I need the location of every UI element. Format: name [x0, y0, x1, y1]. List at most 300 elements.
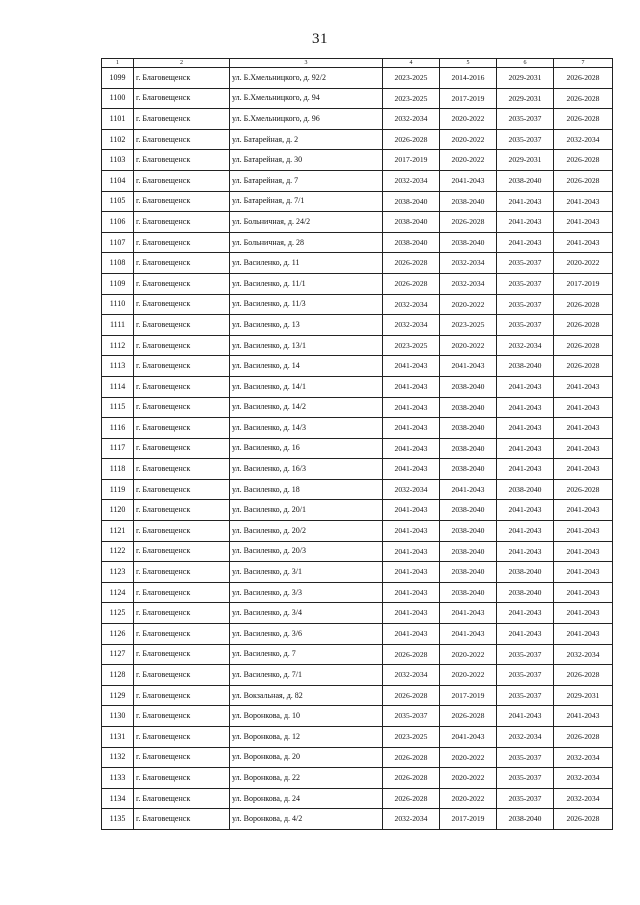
period-cell: 2035-2037 [497, 685, 554, 706]
period-cell: 2041-2043 [554, 212, 613, 233]
table-row [102, 335, 613, 356]
period-cell: 2020-2022 [440, 768, 497, 789]
period-cell: 2026-2028 [383, 788, 440, 809]
period-cell: 2041-2043 [383, 521, 440, 542]
city-cell: г. Благовещенск [134, 479, 230, 500]
row-number: 1106 [102, 212, 134, 233]
period-cell: 2038-2040 [497, 170, 554, 191]
period-cell: 2041-2043 [383, 356, 440, 377]
period-cell: 2023-2025 [440, 315, 497, 336]
address-cell: ул. Василенко, д. 16 [230, 438, 383, 459]
address-cell: ул. Василенко, д. 18 [230, 479, 383, 500]
period-cell: 2017-2019 [383, 150, 440, 171]
address-cell: ул. Батарейная, д. 7 [230, 170, 383, 191]
period-cell: 2020-2022 [440, 294, 497, 315]
column-header: 3 [230, 59, 383, 68]
period-cell: 2026-2028 [554, 665, 613, 686]
period-cell: 2035-2037 [497, 294, 554, 315]
period-cell: 2032-2034 [383, 170, 440, 191]
period-cell: 2041-2043 [497, 376, 554, 397]
city-cell: г. Благовещенск [134, 706, 230, 727]
period-cell: 2041-2043 [554, 582, 613, 603]
city-cell: г. Благовещенск [134, 191, 230, 212]
city-cell: г. Благовещенск [134, 356, 230, 377]
table-row [102, 788, 613, 809]
period-cell: 2026-2028 [554, 68, 613, 89]
period-cell: 2038-2040 [440, 376, 497, 397]
period-cell: 2038-2040 [383, 212, 440, 233]
period-cell: 2038-2040 [497, 356, 554, 377]
period-cell: 2032-2034 [383, 109, 440, 130]
period-cell: 2032-2034 [383, 479, 440, 500]
period-cell: 2041-2043 [440, 356, 497, 377]
period-cell: 2041-2043 [497, 603, 554, 624]
period-cell: 2041-2043 [383, 376, 440, 397]
row-number: 1135 [102, 809, 134, 830]
city-cell: г. Благовещенск [134, 232, 230, 253]
row-number: 1122 [102, 541, 134, 562]
period-cell: 2035-2037 [497, 768, 554, 789]
address-cell: ул. Василенко, д. 14/3 [230, 418, 383, 439]
period-cell: 2041-2043 [497, 500, 554, 521]
period-cell: 2041-2043 [383, 562, 440, 583]
period-cell: 2041-2043 [440, 727, 497, 748]
period-cell: 2041-2043 [383, 459, 440, 480]
period-cell: 2041-2043 [497, 212, 554, 233]
period-cell: 2035-2037 [497, 129, 554, 150]
row-number: 1104 [102, 170, 134, 191]
period-cell: 2038-2040 [440, 459, 497, 480]
table-row [102, 376, 613, 397]
period-cell: 2035-2037 [497, 665, 554, 686]
period-cell: 2032-2034 [383, 665, 440, 686]
address-cell: ул. Василенко, д. 16/3 [230, 459, 383, 480]
city-cell: г. Благовещенск [134, 788, 230, 809]
table-row [102, 479, 613, 500]
period-cell: 2041-2043 [497, 232, 554, 253]
column-header: 1 [102, 59, 134, 68]
row-number: 1109 [102, 273, 134, 294]
city-cell: г. Благовещенск [134, 212, 230, 233]
table-row [102, 582, 613, 603]
city-cell: г. Благовещенск [134, 459, 230, 480]
period-cell: 2026-2028 [554, 356, 613, 377]
period-cell: 2038-2040 [440, 562, 497, 583]
period-cell: 2038-2040 [440, 500, 497, 521]
table-row [102, 294, 613, 315]
period-cell: 2035-2037 [497, 747, 554, 768]
city-cell: г. Благовещенск [134, 644, 230, 665]
period-cell: 2029-2031 [497, 88, 554, 109]
period-cell: 2041-2043 [554, 376, 613, 397]
table-row [102, 212, 613, 233]
address-cell: ул. Василенко, д. 20/2 [230, 521, 383, 542]
address-cell: ул. Василенко, д. 3/6 [230, 624, 383, 645]
period-cell: 2041-2043 [497, 459, 554, 480]
period-cell: 2032-2034 [440, 273, 497, 294]
period-cell: 2038-2040 [440, 582, 497, 603]
period-cell: 2041-2043 [554, 706, 613, 727]
period-cell: 2026-2028 [554, 170, 613, 191]
period-cell: 2020-2022 [440, 335, 497, 356]
address-cell: ул. Василенко, д. 7 [230, 644, 383, 665]
period-cell: 2032-2034 [554, 129, 613, 150]
address-cell: ул. Василенко, д. 7/1 [230, 665, 383, 686]
period-cell: 2041-2043 [554, 438, 613, 459]
column-header: 7 [554, 59, 613, 68]
row-number: 1111 [102, 315, 134, 336]
period-cell: 2020-2022 [440, 129, 497, 150]
city-cell: г. Благовещенск [134, 562, 230, 583]
table-row [102, 253, 613, 274]
city-cell: г. Благовещенск [134, 170, 230, 191]
city-cell: г. Благовещенск [134, 500, 230, 521]
city-cell: г. Благовещенск [134, 809, 230, 830]
period-cell: 2041-2043 [497, 706, 554, 727]
table-row [102, 747, 613, 768]
row-number: 1116 [102, 418, 134, 439]
period-cell: 2026-2028 [440, 212, 497, 233]
table-row [102, 521, 613, 542]
period-cell: 2026-2028 [383, 253, 440, 274]
period-cell: 2026-2028 [554, 315, 613, 336]
address-cell: ул. Василенко, д. 11/3 [230, 294, 383, 315]
table-row [102, 706, 613, 727]
period-cell: 2035-2037 [497, 109, 554, 130]
period-cell: 2023-2025 [383, 727, 440, 748]
row-number: 1133 [102, 768, 134, 789]
row-number: 1124 [102, 582, 134, 603]
address-cell: ул. Больничная, д. 24/2 [230, 212, 383, 233]
period-cell: 2026-2028 [440, 706, 497, 727]
table-row [102, 459, 613, 480]
period-cell: 2032-2034 [554, 768, 613, 789]
period-cell: 2017-2019 [440, 809, 497, 830]
period-cell: 2041-2043 [554, 521, 613, 542]
address-cell: ул. Василенко, д. 13/1 [230, 335, 383, 356]
period-cell: 2038-2040 [440, 521, 497, 542]
address-cell: ул. Василенко, д. 20/1 [230, 500, 383, 521]
period-cell: 2026-2028 [554, 727, 613, 748]
city-cell: г. Благовещенск [134, 768, 230, 789]
address-cell: ул. Б.Хмельницкого, д. 94 [230, 88, 383, 109]
row-number: 1110 [102, 294, 134, 315]
table-row [102, 603, 613, 624]
period-cell: 2035-2037 [497, 788, 554, 809]
city-cell: г. Благовещенск [134, 747, 230, 768]
row-number: 1107 [102, 232, 134, 253]
period-cell: 2020-2022 [440, 150, 497, 171]
row-number: 1130 [102, 706, 134, 727]
address-cell: ул. Батарейная, д. 2 [230, 129, 383, 150]
row-number: 1119 [102, 479, 134, 500]
period-cell: 2026-2028 [554, 150, 613, 171]
period-cell: 2032-2034 [554, 788, 613, 809]
period-cell: 2026-2028 [554, 335, 613, 356]
address-cell: ул. Воронкова, д. 22 [230, 768, 383, 789]
period-cell: 2026-2028 [554, 479, 613, 500]
table-row [102, 356, 613, 377]
period-cell: 2026-2028 [383, 644, 440, 665]
period-cell: 2038-2040 [440, 541, 497, 562]
row-number: 1100 [102, 88, 134, 109]
city-cell: г. Благовещенск [134, 273, 230, 294]
city-cell: г. Благовещенск [134, 253, 230, 274]
period-cell: 2026-2028 [383, 273, 440, 294]
city-cell: г. Благовещенск [134, 335, 230, 356]
period-cell: 2026-2028 [554, 809, 613, 830]
table-row [102, 273, 613, 294]
period-cell: 2038-2040 [497, 582, 554, 603]
row-number: 1113 [102, 356, 134, 377]
period-cell: 2035-2037 [497, 644, 554, 665]
city-cell: г. Благовещенск [134, 88, 230, 109]
period-cell: 2041-2043 [383, 603, 440, 624]
period-cell: 2017-2019 [440, 88, 497, 109]
address-cell: ул. Василенко, д. 3/1 [230, 562, 383, 583]
period-cell: 2041-2043 [383, 438, 440, 459]
address-cell: ул. Василенко, д. 11 [230, 253, 383, 274]
city-cell: г. Благовещенск [134, 109, 230, 130]
table-row [102, 129, 613, 150]
period-cell: 2041-2043 [497, 397, 554, 418]
column-header: 6 [497, 59, 554, 68]
row-number: 1114 [102, 376, 134, 397]
period-cell: 2032-2034 [554, 747, 613, 768]
city-cell: г. Благовещенск [134, 418, 230, 439]
address-cell: ул. Больничная, д. 28 [230, 232, 383, 253]
period-cell: 2041-2043 [383, 582, 440, 603]
city-cell: г. Благовещенск [134, 521, 230, 542]
address-cell: ул. Б.Хмельницкого, д. 92/2 [230, 68, 383, 89]
table-row [102, 624, 613, 645]
row-number: 1123 [102, 562, 134, 583]
repair-schedule-table [101, 58, 613, 830]
period-cell: 2038-2040 [440, 191, 497, 212]
address-cell: ул. Батарейная, д. 7/1 [230, 191, 383, 212]
period-cell: 2041-2043 [440, 624, 497, 645]
table-row [102, 68, 613, 89]
period-cell: 2041-2043 [554, 397, 613, 418]
row-number: 1126 [102, 624, 134, 645]
period-cell: 2035-2037 [497, 315, 554, 336]
city-cell: г. Благовещенск [134, 294, 230, 315]
period-cell: 2041-2043 [497, 438, 554, 459]
city-cell: г. Благовещенск [134, 624, 230, 645]
address-cell: ул. Воронкова, д. 24 [230, 788, 383, 809]
period-cell: 2020-2022 [440, 644, 497, 665]
period-cell: 2032-2034 [497, 335, 554, 356]
table-row [102, 438, 613, 459]
period-cell: 2035-2037 [383, 706, 440, 727]
column-header: 4 [383, 59, 440, 68]
table-row [102, 191, 613, 212]
row-number: 1120 [102, 500, 134, 521]
table-row [102, 685, 613, 706]
row-number: 1108 [102, 253, 134, 274]
city-cell: г. Благовещенск [134, 129, 230, 150]
period-cell: 2020-2022 [554, 253, 613, 274]
period-cell: 2041-2043 [497, 418, 554, 439]
period-cell: 2041-2043 [554, 232, 613, 253]
period-cell: 2020-2022 [440, 665, 497, 686]
city-cell: г. Благовещенск [134, 68, 230, 89]
address-cell: ул. Батарейная, д. 30 [230, 150, 383, 171]
table-row [102, 665, 613, 686]
table-row [102, 170, 613, 191]
city-cell: г. Благовещенск [134, 376, 230, 397]
period-cell: 2038-2040 [440, 232, 497, 253]
period-cell: 2026-2028 [383, 685, 440, 706]
period-cell: 2041-2043 [383, 500, 440, 521]
period-cell: 2026-2028 [554, 88, 613, 109]
period-cell: 2032-2034 [497, 727, 554, 748]
period-cell: 2032-2034 [383, 809, 440, 830]
period-cell: 2038-2040 [383, 232, 440, 253]
table-body [102, 59, 613, 830]
period-cell: 2038-2040 [383, 191, 440, 212]
row-number: 1105 [102, 191, 134, 212]
period-cell: 2038-2040 [440, 418, 497, 439]
row-number: 1101 [102, 109, 134, 130]
period-cell: 2041-2043 [440, 170, 497, 191]
column-header: 2 [134, 59, 230, 68]
table-row [102, 88, 613, 109]
table-row [102, 150, 613, 171]
row-number: 1125 [102, 603, 134, 624]
period-cell: 2023-2025 [383, 335, 440, 356]
table-row [102, 727, 613, 748]
city-cell: г. Благовещенск [134, 603, 230, 624]
address-cell: ул. Василенко, д. 14/1 [230, 376, 383, 397]
period-cell: 2026-2028 [383, 129, 440, 150]
address-cell: ул. Василенко, д. 3/3 [230, 582, 383, 603]
address-cell: ул. Василенко, д. 14/2 [230, 397, 383, 418]
period-cell: 2017-2019 [554, 273, 613, 294]
address-cell: ул. Воронкова, д. 20 [230, 747, 383, 768]
period-cell: 2041-2043 [554, 459, 613, 480]
row-number: 1102 [102, 129, 134, 150]
table-row [102, 768, 613, 789]
period-cell: 2035-2037 [497, 253, 554, 274]
period-cell: 2020-2022 [440, 788, 497, 809]
period-cell: 2017-2019 [440, 685, 497, 706]
period-cell: 2041-2043 [497, 541, 554, 562]
period-cell: 2041-2043 [440, 479, 497, 500]
city-cell: г. Благовещенск [134, 582, 230, 603]
period-cell: 2041-2043 [497, 521, 554, 542]
city-cell: г. Благовещенск [134, 665, 230, 686]
period-cell: 2038-2040 [497, 479, 554, 500]
city-cell: г. Благовещенск [134, 727, 230, 748]
period-cell: 2041-2043 [554, 562, 613, 583]
period-cell: 2041-2043 [554, 603, 613, 624]
period-cell: 2029-2031 [554, 685, 613, 706]
row-number: 1131 [102, 727, 134, 748]
period-cell: 2041-2043 [497, 624, 554, 645]
page-number: 31 [312, 31, 328, 47]
row-number: 1118 [102, 459, 134, 480]
address-cell: ул. Василенко, д. 20/3 [230, 541, 383, 562]
row-number: 1129 [102, 685, 134, 706]
period-cell: 2014-2016 [440, 68, 497, 89]
address-cell: ул. Воронкова, д. 10 [230, 706, 383, 727]
row-number: 1115 [102, 397, 134, 418]
row-number: 1132 [102, 747, 134, 768]
period-cell: 2041-2043 [383, 418, 440, 439]
table-row [102, 109, 613, 130]
period-cell: 2038-2040 [497, 562, 554, 583]
period-cell: 2029-2031 [497, 150, 554, 171]
period-cell: 2041-2043 [554, 500, 613, 521]
period-cell: 2023-2025 [383, 88, 440, 109]
row-number: 1103 [102, 150, 134, 171]
table-row [102, 397, 613, 418]
period-cell: 2023-2025 [383, 68, 440, 89]
table-row [102, 315, 613, 336]
period-cell: 2041-2043 [554, 624, 613, 645]
address-cell: ул. Б.Хмельницкого, д. 96 [230, 109, 383, 130]
period-cell: 2038-2040 [440, 438, 497, 459]
address-cell: ул. Воронкова, д. 12 [230, 727, 383, 748]
table-row [102, 541, 613, 562]
period-cell: 2026-2028 [554, 109, 613, 130]
city-cell: г. Благовещенск [134, 397, 230, 418]
address-cell: ул. Василенко, д. 13 [230, 315, 383, 336]
period-cell: 2026-2028 [383, 768, 440, 789]
table-header-row [102, 59, 613, 68]
period-cell: 2038-2040 [497, 809, 554, 830]
city-cell: г. Благовещенск [134, 541, 230, 562]
city-cell: г. Благовещенск [134, 315, 230, 336]
table-row [102, 809, 613, 830]
column-header: 5 [440, 59, 497, 68]
period-cell: 2026-2028 [554, 294, 613, 315]
period-cell: 2041-2043 [383, 397, 440, 418]
city-cell: г. Благовещенск [134, 150, 230, 171]
table-row [102, 562, 613, 583]
period-cell: 2041-2043 [440, 603, 497, 624]
period-cell: 2032-2034 [383, 294, 440, 315]
row-number: 1128 [102, 665, 134, 686]
table-row [102, 418, 613, 439]
table-row [102, 500, 613, 521]
period-cell: 2041-2043 [554, 191, 613, 212]
row-number: 1127 [102, 644, 134, 665]
row-number: 1121 [102, 521, 134, 542]
period-cell: 2020-2022 [440, 747, 497, 768]
period-cell: 2038-2040 [440, 397, 497, 418]
city-cell: г. Благовещенск [134, 438, 230, 459]
period-cell: 2041-2043 [383, 624, 440, 645]
address-cell: ул. Василенко, д. 11/1 [230, 273, 383, 294]
address-cell: ул. Воронкова, д. 4/2 [230, 809, 383, 830]
period-cell: 2041-2043 [554, 418, 613, 439]
period-cell: 2020-2022 [440, 109, 497, 130]
period-cell: 2029-2031 [497, 68, 554, 89]
period-cell: 2032-2034 [554, 644, 613, 665]
period-cell: 2032-2034 [383, 315, 440, 336]
row-number: 1117 [102, 438, 134, 459]
row-number: 1099 [102, 68, 134, 89]
address-cell: ул. Василенко, д. 3/4 [230, 603, 383, 624]
period-cell: 2041-2043 [497, 191, 554, 212]
period-cell: 2032-2034 [440, 253, 497, 274]
row-number: 1134 [102, 788, 134, 809]
table-row [102, 232, 613, 253]
address-cell: ул. Вокзальная, д. 82 [230, 685, 383, 706]
period-cell: 2035-2037 [497, 273, 554, 294]
